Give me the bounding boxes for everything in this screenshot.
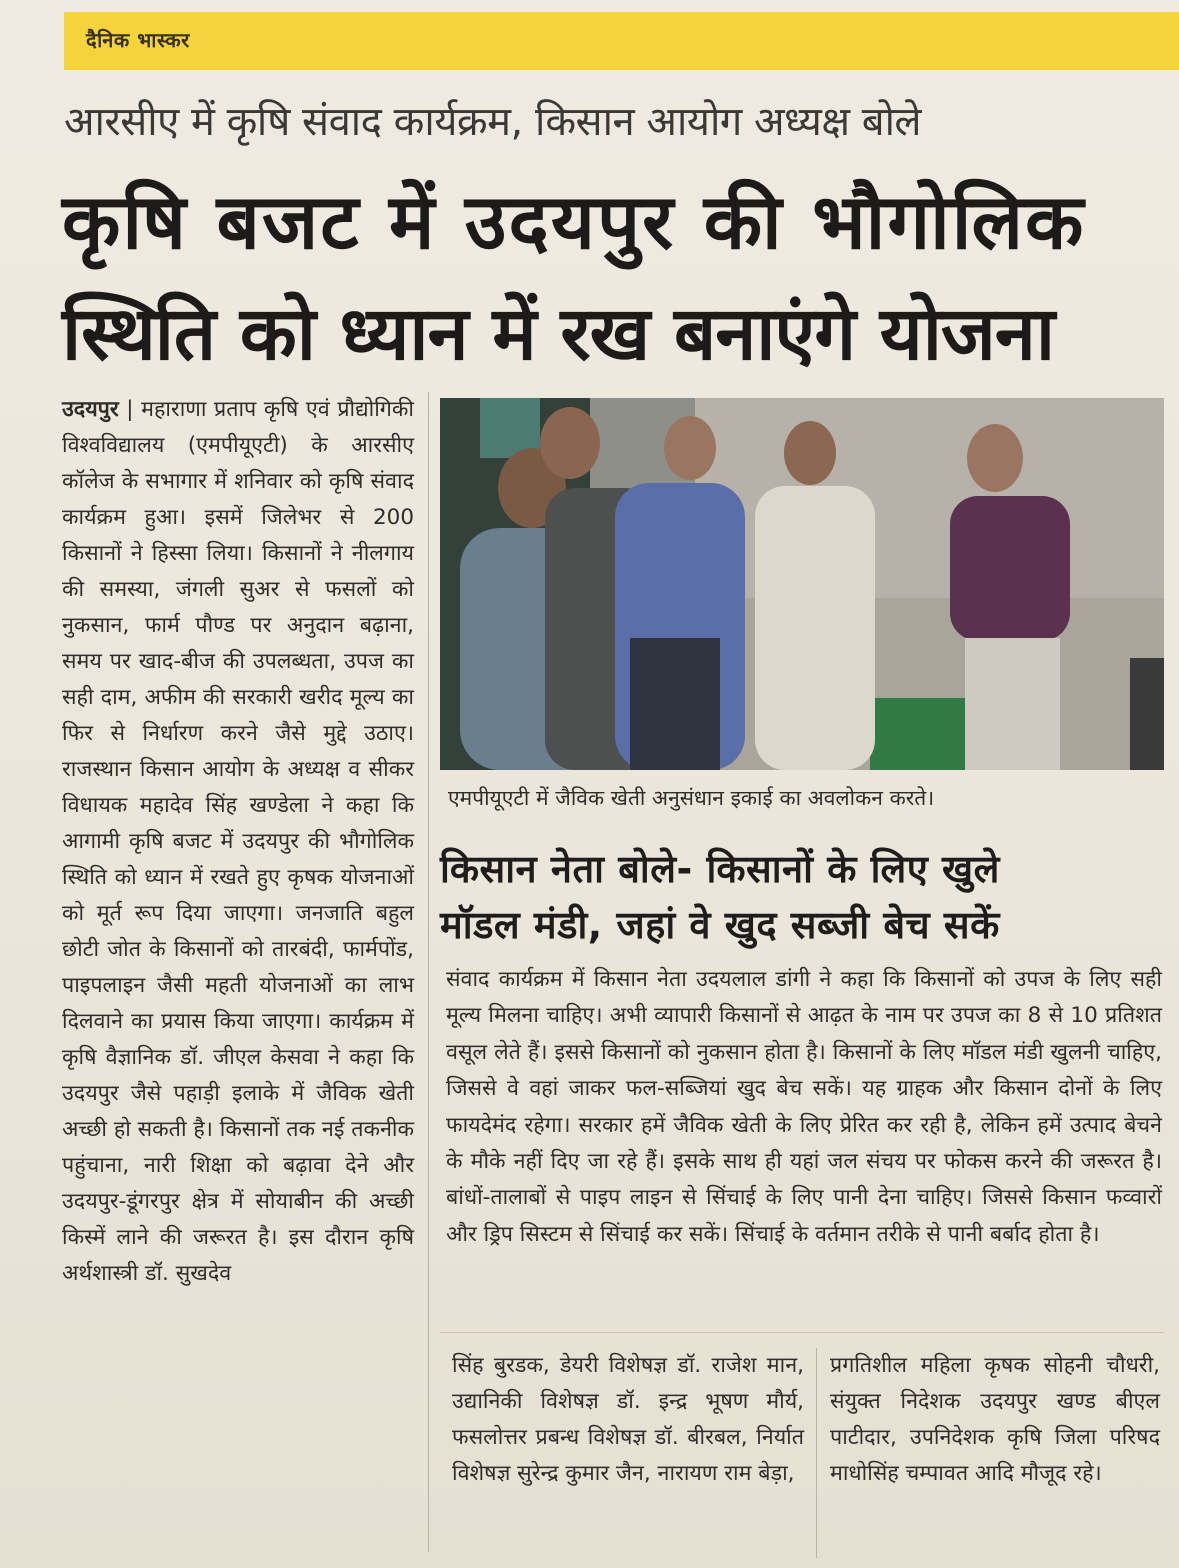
bottom-column-divider (816, 1348, 817, 1558)
photo-illustration (440, 398, 1164, 770)
headline-line-1: कृषि बजट में उदयपुर की भौगोलिक (62, 177, 1086, 266)
subheadline-line-2: मॉडल मंडी, जहां वे खुद सब्जी बेच सकें (440, 903, 1000, 947)
left-column-text: महाराणा प्रताप कृषि एवं प्रौद्योगिकी विश्वविद्यालय (एमपीयूएटी) के आरसीए कॉलेज के सभागार में शनिवार को कृषि संवाद कार्यक्रम हुआ। इसमें जिलेभर से 200 किसानों ने हिस्सा लिया। किसानों ने नीलगाय की समस्या, जंगली सुअर से फसलों को नुकसान, फार्म पौण्ड पर अनुदान बढ़ाना, समय पर खाद-बीज की उपलब्धता, उपज का सही दाम, अफीम की सरकारी खरीद मूल्य का फिर से निर्धारण करने जैसे मुद्दे उठाए। राजस्थान किसान आयोग के अध्यक्ष व सीकर विधायक महादेव सिंह खण्डेला ने कहा कि आगामी कृषि बजट में उदयपुर की भौगोलिक स्थिति को ध्यान में रखते हुए कृषक योजनाओं को मूर्त रूप दिया जाएगा। जनजाति बहुल छोटी जोत के किसानों को तारबंदी, फार्मपोंड, पाइपलाइन जैसी महती योजनाओं का लाभ दिलवाने का प्रयास किया जाएगा। कार्यक्रम में कृषि वैज्ञानिक डॉ. जीएल केसवा ने कहा कि उदयपुर जैसे पहाड़ी इलाके में जैविक खेती अच्छी हो सकती है। किसानों तक नई तकनीक पहुंचाना, नारी शिक्षा को बढ़ावा देने और उदयपुर-डूंगरपुर क्षेत्र में सोयाबीन की अच्छी किस्में लाने की जरूरत है। इस दौरान कृषि अर्थशास्त्री डॉ. सुखदेव (62, 397, 414, 1286)
dateline-separator: | (126, 397, 142, 422)
dateline: उदयपुर (62, 397, 119, 422)
news-photo (440, 398, 1164, 770)
main-body-text: संवाद कार्यक्रम में किसान नेता उदयलाल डांगी ने कहा कि किसानों को उपज के लिए सही मूल्य मिलना चाहिए। अभी व्यापारी किसानों से आढ़त के नाम पर उपज का 8 से 10 प्रतिशत वसूल लेते हैं। इससे किसानों को नुकसान होता है। किसानों के लिए मॉडल मंडी खुलनी चाहिए, जिससे वे वहां जाकर फल-सब्जियां खुद बेच सकें। यह ग्राहक और किसान दोनों के लिए फायदेमंद रहेगा। सरकार हमें जैविक खेती के लिए प्रेरित कर रही है, लेकिन हमें उत्पाद बेचने के मौके नहीं दिए जा रहे हैं। इसके साथ ही यहां जल संचय पर फोकस करने की जरूरत है। बांधों-तालाबों से पाइप लाइन से सिंचाई के लिए पानी देना चाहिए। जिससे किसान फव्वारों और ड्रिप सिस्टम से सिंचाई कर सकें। सिंचाई के वर्तमान तरीके से पानी बर्बाद होता है। (446, 967, 1162, 1247)
left-column-article (62, 392, 414, 1562)
bottom-column-2: प्रगतिशील महिला कृषक सोहनी चौधरी, संयुक्त निदेशक उदयपुर खण्ड बीएल पाटीदार, उपनिदेशक कृषि जिला परिषद माधोसिंह चम्पावत आदि मौजूद रहे। (830, 1353, 1160, 1486)
subheadline-line-1: किसान नेता बोले- किसानों के लिए खुले (440, 847, 1000, 891)
bottom-column-1: सिंह बुरडक, डेयरी विशेषज्ञ डॉ. राजेश मान, उद्यानिकी विशेषज्ञ डॉ. इन्द्र भूषण मौर्य, फसलोत्तर प्रबन्ध विशेषज्ञ डॉ. बीरबल, निर्यात विशेषज्ञ सुरेन्द्र कुमार जैन, नारायण राम बेड़ा, (452, 1353, 804, 1486)
column-divider (428, 392, 429, 1552)
horizontal-divider (440, 1332, 1164, 1333)
masthead-title: दैनिक भास्कर (86, 28, 190, 52)
headline-line-2: स्थिति को ध्यान में रख बनाएंगे योजना (62, 291, 1055, 377)
photo-caption: एमपीयूएटी में जैविक खेती अनुसंधान इकाई का अवलोकन करते। (448, 786, 935, 810)
masthead-band (64, 12, 1179, 70)
kicker-line: आरसीए में कृषि संवाद कार्यक्रम, किसान आयोग अध्यक्ष बोले (64, 99, 922, 145)
